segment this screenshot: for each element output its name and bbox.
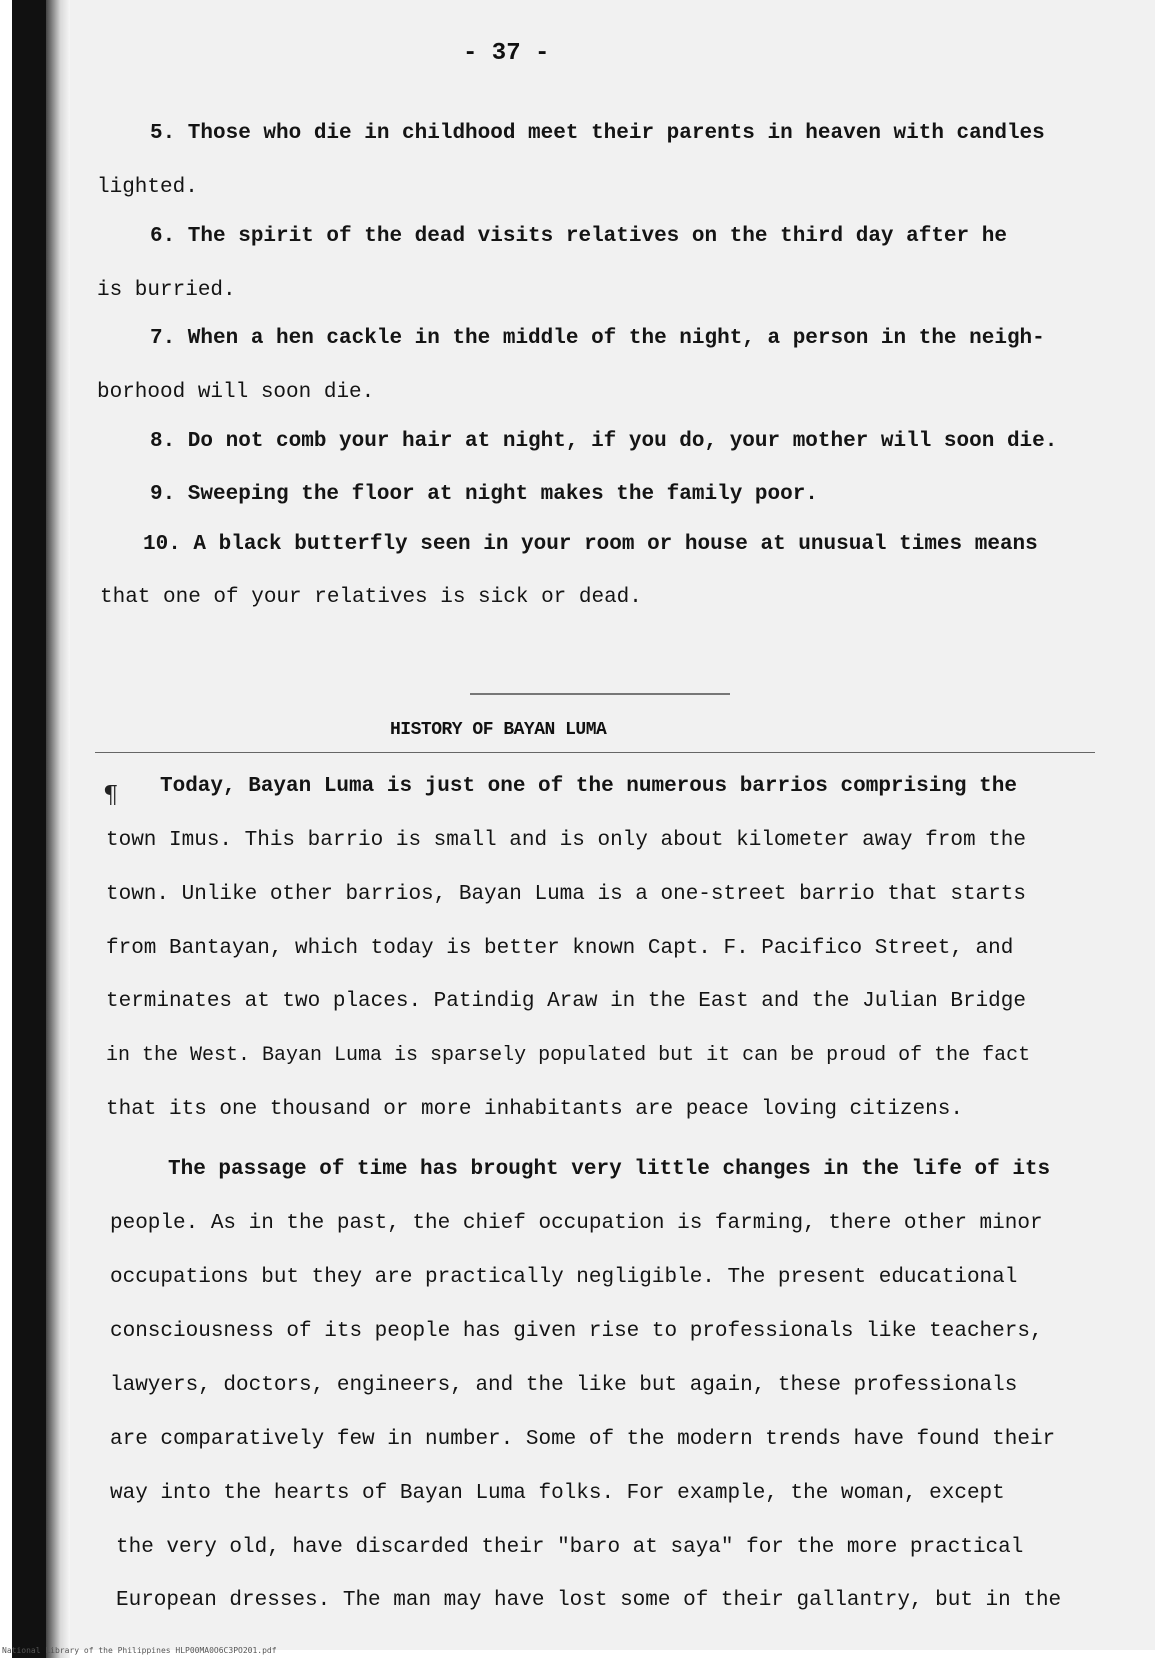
- paragraph-mark: ¶: [103, 781, 119, 809]
- history-line-1: Today, Bayan Luma is just one of the numerous barrios comprising the: [160, 775, 1017, 798]
- history-line-7: that its one thousand or more inhabitants are peace loving citizens.: [106, 1098, 963, 1121]
- history-line-2: town Imus. This barrio is small and is only about kilometer away from the: [106, 829, 1026, 852]
- list-item-10-line-2: that one of your relatives is sick or dead.: [100, 586, 642, 609]
- history-line-4: from Bantayan, which today is better known Capt. F. Pacifico Street, and: [106, 937, 1014, 960]
- list-item-5-line-2: lighted.: [97, 176, 198, 199]
- history-line-16: European dresses. The man may have lost some of their gallantry, but in the: [116, 1589, 1062, 1612]
- history-line-8: The passage of time has brought very little changes in the life of its: [168, 1158, 1051, 1181]
- list-item-6-line-1: 6. The spirit of the dead visits relatives on the third day after he: [150, 225, 1007, 248]
- list-item-5-line-1: 5. Those who die in childhood meet their parents in heaven with candles: [150, 122, 1045, 145]
- history-line-5: terminates at two places. Patindig Araw in the East and the Julian Bridge: [106, 990, 1026, 1013]
- scan-footer: National Library of the Philippines HLP00MA0O6C3PO201.pdf: [2, 1646, 277, 1655]
- list-item-10-line-1: 10. A black butterfly seen in your room or house at unusual times means: [143, 533, 1038, 556]
- list-item-8: 8. Do not comb your hair at night, if you do, your mother will soon die.: [150, 430, 1058, 453]
- history-line-10: occupations but they are practically negligible. The present educational: [110, 1266, 1018, 1289]
- list-item-6-line-2: is burried.: [97, 279, 236, 302]
- history-line-13: are comparatively few in number. Some of the modern trends have found their: [110, 1428, 1056, 1451]
- history-line-6: in the West. Bayan Luma is sparsely populated but it can be proud of the fact: [106, 1044, 1031, 1067]
- heading-rule-top: [470, 693, 730, 695]
- list-item-9: 9. Sweeping the floor at night makes the family poor.: [150, 483, 818, 506]
- history-line-15: the very old, have discarded their "baro at saya" for the more practical: [116, 1536, 1024, 1559]
- history-line-14: way into the hearts of Bayan Luma folks. For example, the woman, except: [110, 1482, 1005, 1505]
- list-item-7-line-1: 7. When a hen cackle in the middle of the night, a person in the neigh-: [150, 327, 1045, 350]
- list-item-7-line-2: borhood will soon die.: [97, 381, 375, 404]
- history-line-11: consciousness of its people has given rise to professionals like teachers,: [110, 1320, 1043, 1343]
- history-line-9: people. As in the past, the chief occupation is farming, there other minor: [110, 1212, 1043, 1235]
- history-line-12: lawyers, doctors, engineers, and the like but again, these professionals: [110, 1374, 1018, 1397]
- scan-edge-shadow: [46, 0, 70, 1658]
- history-line-3: town. Unlike other barrios, Bayan Luma is a one-street barrio that starts: [106, 883, 1026, 906]
- section-heading: HISTORY OF BAYAN LUMA: [390, 720, 607, 740]
- heading-rule-bottom: [95, 752, 1095, 753]
- scan-binding-edge: [12, 0, 46, 1658]
- page-number: - 37 -: [463, 40, 550, 67]
